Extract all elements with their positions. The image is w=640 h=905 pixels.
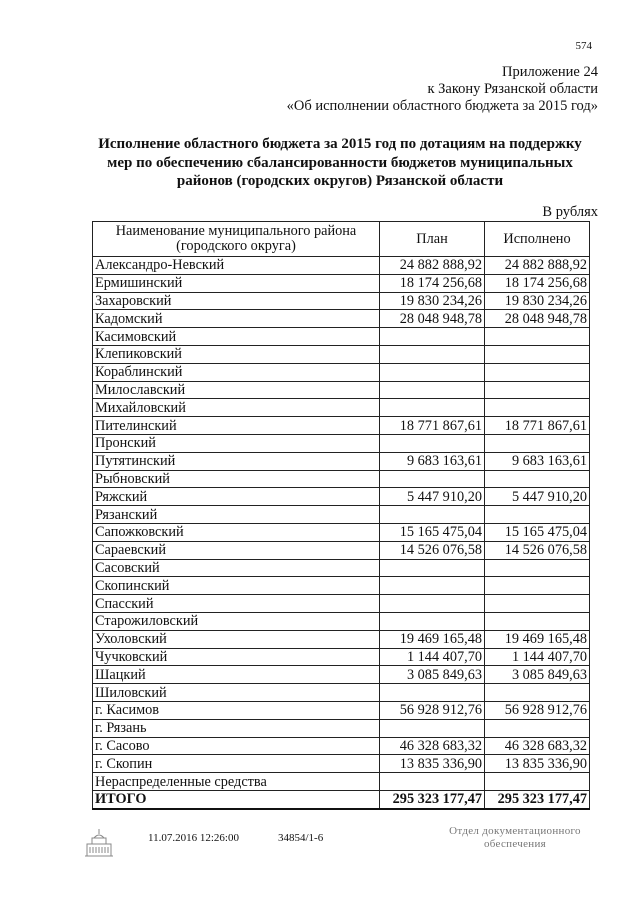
row-executed: 18 174 256,68 bbox=[485, 274, 590, 292]
row-plan bbox=[380, 577, 485, 595]
row-executed bbox=[485, 773, 590, 791]
table-row bbox=[93, 719, 590, 737]
row-name: Милославский bbox=[93, 381, 380, 399]
row-plan bbox=[380, 381, 485, 399]
row-plan: 3 085 849,63 bbox=[380, 666, 485, 684]
table-row bbox=[93, 257, 590, 275]
appendix-block bbox=[287, 64, 598, 115]
row-executed: 9 683 163,61 bbox=[485, 452, 590, 470]
title-line-1: Исполнение областного бюджета за 2015 год по дотациям на поддержку bbox=[98, 136, 582, 152]
row-name: Клепиковский bbox=[93, 345, 380, 363]
row-executed bbox=[485, 577, 590, 595]
table-row bbox=[93, 292, 590, 310]
row-plan: 46 328 683,32 bbox=[380, 737, 485, 755]
row-plan bbox=[380, 345, 485, 363]
table-row bbox=[93, 345, 590, 363]
table-row bbox=[93, 559, 590, 577]
table-row bbox=[93, 488, 590, 506]
budget-table bbox=[92, 221, 590, 810]
row-name: Ряжский bbox=[93, 488, 380, 506]
footer-department bbox=[440, 825, 590, 851]
table-row bbox=[93, 523, 590, 541]
table-row bbox=[93, 701, 590, 719]
total-plan: 295 323 177,47 bbox=[380, 790, 485, 808]
row-name: Кадомский bbox=[93, 310, 380, 328]
row-plan: 15 165 475,04 bbox=[380, 523, 485, 541]
row-plan bbox=[380, 773, 485, 791]
row-plan bbox=[380, 470, 485, 488]
row-plan: 24 882 888,92 bbox=[380, 257, 485, 275]
row-executed: 28 048 948,78 bbox=[485, 310, 590, 328]
row-name: Захаровский bbox=[93, 292, 380, 310]
row-executed bbox=[485, 328, 590, 346]
table-row bbox=[93, 666, 590, 684]
row-executed bbox=[485, 612, 590, 630]
row-plan bbox=[380, 612, 485, 630]
row-plan: 18 771 867,61 bbox=[380, 417, 485, 435]
row-name: Рязанский bbox=[93, 506, 380, 524]
row-name: Спасский bbox=[93, 595, 380, 613]
table-row bbox=[93, 399, 590, 417]
table-row bbox=[93, 417, 590, 435]
table-row bbox=[93, 612, 590, 630]
table-row bbox=[93, 506, 590, 524]
footer-dept-line-1: Отдел документационного bbox=[449, 825, 581, 837]
row-plan: 1 144 407,70 bbox=[380, 648, 485, 666]
table-row bbox=[93, 470, 590, 488]
table-body bbox=[93, 257, 590, 791]
footer-datetime: 11.07.2016 12:26:00 bbox=[148, 832, 239, 844]
row-executed bbox=[485, 399, 590, 417]
row-executed: 3 085 849,63 bbox=[485, 666, 590, 684]
row-plan bbox=[380, 506, 485, 524]
row-executed: 13 835 336,90 bbox=[485, 755, 590, 773]
table-row bbox=[93, 310, 590, 328]
row-name: Чучковский bbox=[93, 648, 380, 666]
document-title bbox=[60, 135, 620, 191]
title-line-3: районов (городских округов) Рязанской области bbox=[176, 173, 504, 189]
row-plan bbox=[380, 559, 485, 577]
header-executed: Исполнено bbox=[485, 222, 590, 257]
row-plan: 19 469 165,48 bbox=[380, 630, 485, 648]
row-name: Сасовский bbox=[93, 559, 380, 577]
row-executed bbox=[485, 470, 590, 488]
row-executed: 14 526 076,58 bbox=[485, 541, 590, 559]
building-stamp-icon bbox=[82, 826, 116, 865]
total-executed: 295 323 177,47 bbox=[485, 790, 590, 808]
row-name: Путятинский bbox=[93, 452, 380, 470]
row-plan: 56 928 912,76 bbox=[380, 701, 485, 719]
row-name: Рыбновский bbox=[93, 470, 380, 488]
row-executed bbox=[485, 559, 590, 577]
row-name: Нераспределенные средства bbox=[93, 773, 380, 791]
row-plan: 28 048 948,78 bbox=[380, 310, 485, 328]
row-name: г. Рязань bbox=[93, 719, 380, 737]
row-executed: 24 882 888,92 bbox=[485, 257, 590, 275]
header-plan: План bbox=[380, 222, 485, 257]
row-executed bbox=[485, 684, 590, 702]
footer-code: 34854/1-6 bbox=[278, 832, 324, 844]
table-header-row bbox=[93, 222, 590, 257]
row-plan: 5 447 910,20 bbox=[380, 488, 485, 506]
table-row bbox=[93, 381, 590, 399]
row-executed bbox=[485, 719, 590, 737]
row-executed bbox=[485, 345, 590, 363]
row-plan bbox=[380, 719, 485, 737]
row-plan bbox=[380, 363, 485, 381]
row-executed bbox=[485, 506, 590, 524]
row-executed: 19 830 234,26 bbox=[485, 292, 590, 310]
appendix-line-1: Приложение 24 bbox=[502, 64, 598, 80]
row-plan bbox=[380, 399, 485, 417]
table-row bbox=[93, 434, 590, 452]
row-name: Пителинский bbox=[93, 417, 380, 435]
row-executed: 19 469 165,48 bbox=[485, 630, 590, 648]
table-row bbox=[93, 541, 590, 559]
units-label: В рублях bbox=[542, 204, 598, 220]
row-name: г. Сасово bbox=[93, 737, 380, 755]
header-name-line-1: Наименование муниципального района bbox=[115, 223, 357, 239]
row-executed bbox=[485, 595, 590, 613]
page-number: 574 bbox=[575, 40, 592, 52]
table-row bbox=[93, 630, 590, 648]
footer-dept-line-2: обеспечения bbox=[483, 838, 547, 850]
row-name: Старожиловский bbox=[93, 612, 380, 630]
table-row bbox=[93, 773, 590, 791]
table-row bbox=[93, 363, 590, 381]
row-name: Скопинский bbox=[93, 577, 380, 595]
row-name: Михайловский bbox=[93, 399, 380, 417]
appendix-line-2: к Закону Рязанской области bbox=[427, 81, 598, 97]
row-name: Касимовский bbox=[93, 328, 380, 346]
row-executed bbox=[485, 434, 590, 452]
row-executed bbox=[485, 363, 590, 381]
row-executed: 46 328 683,32 bbox=[485, 737, 590, 755]
row-plan: 14 526 076,58 bbox=[380, 541, 485, 559]
row-plan: 13 835 336,90 bbox=[380, 755, 485, 773]
row-executed bbox=[485, 381, 590, 399]
table-row bbox=[93, 737, 590, 755]
row-plan bbox=[380, 595, 485, 613]
row-plan bbox=[380, 434, 485, 452]
row-name: г. Касимов bbox=[93, 701, 380, 719]
row-name: Пронский bbox=[93, 434, 380, 452]
row-executed: 15 165 475,04 bbox=[485, 523, 590, 541]
row-executed: 56 928 912,76 bbox=[485, 701, 590, 719]
table-row bbox=[93, 274, 590, 292]
row-plan: 18 174 256,68 bbox=[380, 274, 485, 292]
row-name: Кораблинский bbox=[93, 363, 380, 381]
row-plan: 19 830 234,26 bbox=[380, 292, 485, 310]
row-plan bbox=[380, 684, 485, 702]
table-row bbox=[93, 595, 590, 613]
row-name: Ермишинский bbox=[93, 274, 380, 292]
table-row bbox=[93, 452, 590, 470]
row-executed: 5 447 910,20 bbox=[485, 488, 590, 506]
table-row bbox=[93, 328, 590, 346]
row-executed: 18 771 867,61 bbox=[485, 417, 590, 435]
total-label: ИТОГО bbox=[93, 790, 380, 808]
row-name: Шацкий bbox=[93, 666, 380, 684]
table-row bbox=[93, 755, 590, 773]
appendix-line-3: «Об исполнении областного бюджета за 2015 год» bbox=[286, 98, 598, 114]
header-name-line-2: (городского округа) bbox=[176, 238, 296, 254]
total-row bbox=[93, 790, 590, 808]
row-name: Александро-Невский bbox=[93, 257, 380, 275]
row-name: Сараевский bbox=[93, 541, 380, 559]
row-executed: 1 144 407,70 bbox=[485, 648, 590, 666]
row-plan: 9 683 163,61 bbox=[380, 452, 485, 470]
table-row bbox=[93, 648, 590, 666]
row-name: Шиловский bbox=[93, 684, 380, 702]
row-name: Сапожковский bbox=[93, 523, 380, 541]
header-name bbox=[93, 222, 380, 257]
title-line-2: мер по обеспечению сбалансированности бюджетов муниципальных bbox=[107, 154, 573, 171]
table-row bbox=[93, 684, 590, 702]
table-row bbox=[93, 577, 590, 595]
row-name: г. Скопин bbox=[93, 755, 380, 773]
row-plan bbox=[380, 328, 485, 346]
row-name: Ухоловский bbox=[93, 630, 380, 648]
